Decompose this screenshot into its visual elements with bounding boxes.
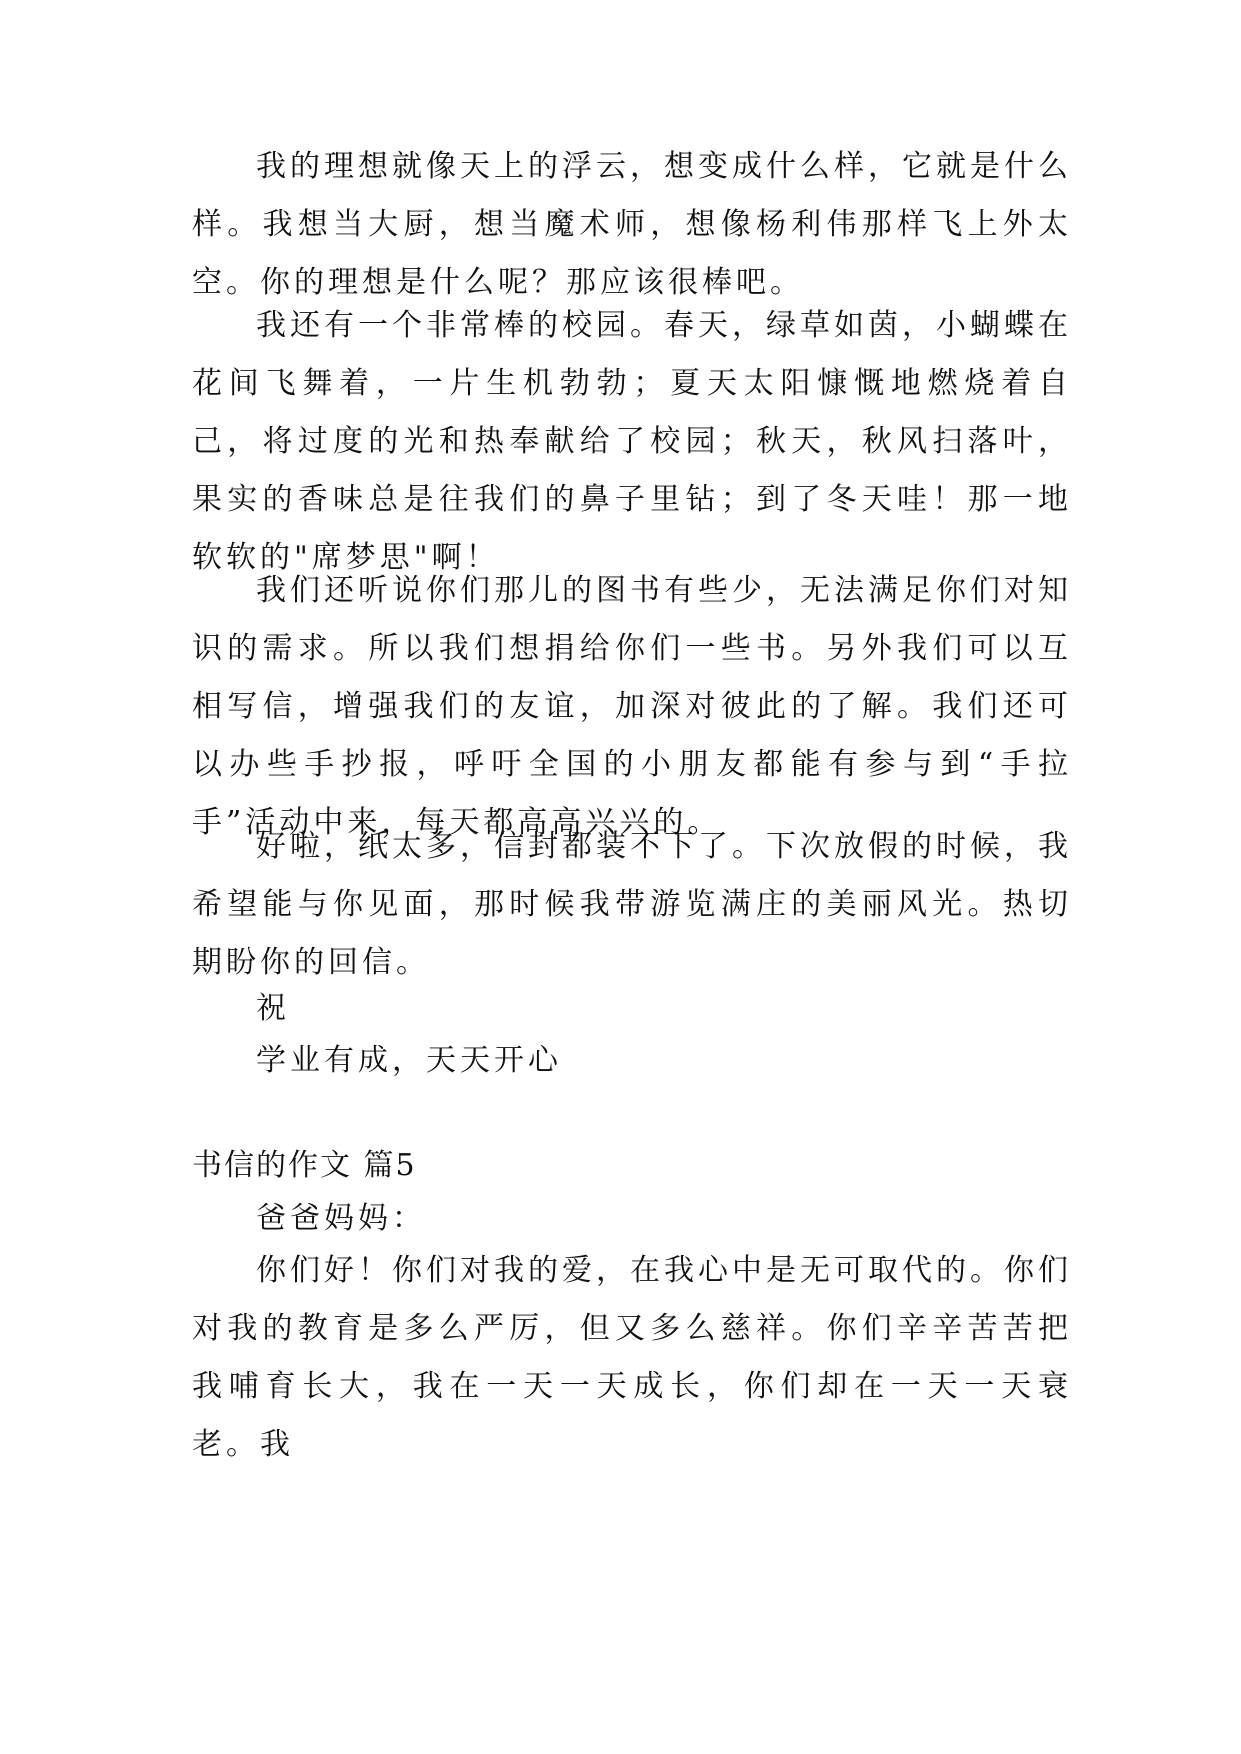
section-heading: 书信的作文 篇5 xyxy=(192,1148,417,1183)
letter-salutation: 爸爸妈妈： xyxy=(256,1201,426,1236)
paragraph-campus: 我还有一个非常棒的校园。春天，绿草如茵，小蝴蝶在花间飞舞着，一片生机勃勃；夏天太阳慷慨地燃烧着自己，将过度的光和热奉献给了校园；秋天，秋风扫落叶，果实的香味总是往我们的鼻子里钻；到了冬天哇！那一地软软的"席梦思"啊！ xyxy=(192,308,1072,575)
closing-wish: 祝 xyxy=(256,991,290,1026)
closing-blessing: 学业有成，天天开心 xyxy=(256,1043,562,1078)
paragraph-books: 我们还听说你们那儿的图书有些少，无法满足你们对知识的需求。所以我们想捐给你们一些书。另外我们可以互相写信，增强我们的友谊，加深对彼此的了解。我们还可以办些手抄报，呼吁全国的小朋友都能有参与到“手拉手”活动中来，每天都高高兴兴的。 xyxy=(192,573,1072,840)
paragraph-farewell: 好啦，纸太多，信封都装不下了。下次放假的时候，我希望能与你见面，那时候我带游览满庄的美丽风光。热切期盼你的回信。 xyxy=(192,829,1072,980)
paragraph-parents: 你们好！你们对我的爱，在我心中是无可取代的。你们对我的教育是多么严厉，但又多么慈祥。你们辛辛苦苦把我哺育长大，我在一天一天成长，你们却在一天一天衰老。我 xyxy=(192,1253,1072,1462)
paragraph-ideal: 我的理想就像天上的浮云，想变成什么样，它就是什么样。我想当大厨，想当魔术师，想像杨利伟那样飞上外太空。你的理想是什么呢？那应该很棒吧。 xyxy=(192,149,1072,300)
